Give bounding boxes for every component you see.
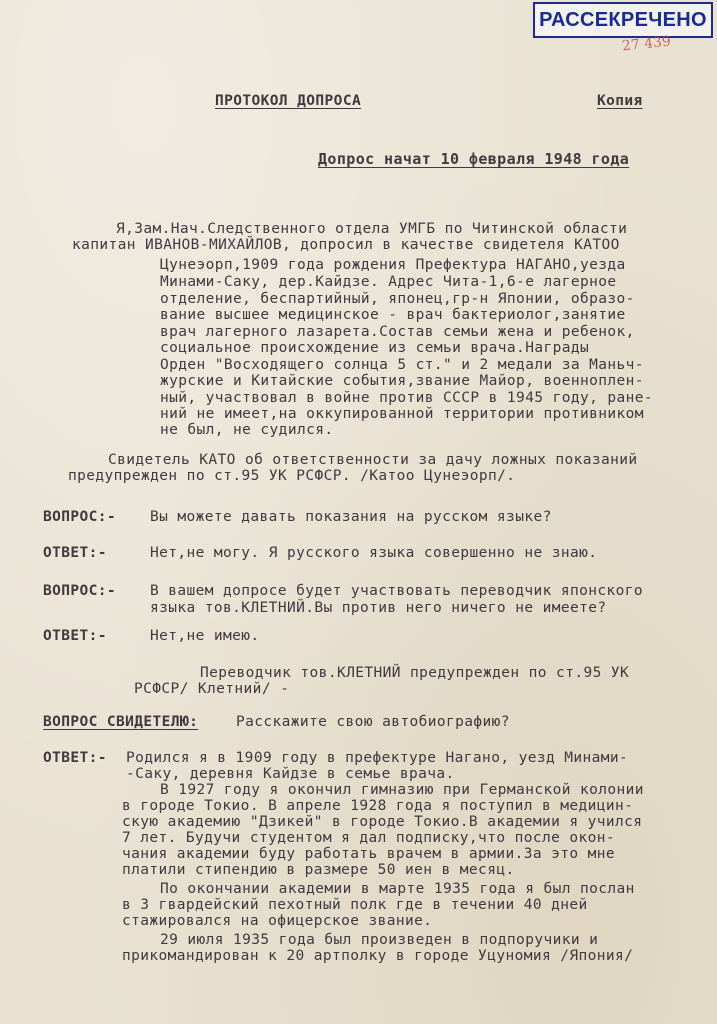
perjury-warning-line: Свидетель КАТО об ответственности за дачу ложных показаний — [108, 452, 638, 468]
answer-text: Нет,не имею. — [150, 628, 260, 644]
intro-line: ный, участвовал в войне против СССР в 1945 году, ране- — [160, 390, 654, 406]
question-label: ВОПРОС:- — [43, 583, 117, 599]
autobiography-line: в городе Токио. В апреле 1928 года я поступил в медицин- — [122, 798, 634, 814]
answer-label: ОТВЕТ:- — [43, 545, 107, 561]
autobiography-line: 7 лет. Будучи студентом я дал подписку,что после окон- — [122, 830, 616, 846]
intro-line: Орден "Восходящего солнца 5 ст." и 2 медали за Маньч- — [160, 357, 644, 373]
question-label: ВОПРОС СВИДЕТЕЛЮ: — [43, 714, 199, 730]
intro-line: ний не имеет,на оккупированной территории противником — [160, 406, 644, 422]
autobiography-line: В 1927 году я окончил гимназию при Германской колонии — [160, 782, 644, 798]
autobiography-line: По окончании академии в марте 1935 года я был послан — [160, 881, 635, 897]
interpreter-warning-line: РСФСР/ Клетний/ - — [134, 681, 290, 697]
intro-line: Минами-Саку, дер.Кайдзе. Адрес Чита-1,6-е лагерное — [160, 274, 617, 290]
question-text: Вы можете давать показания на русском языке? — [150, 509, 552, 525]
question-text: Расскажите свою автобиографию? — [236, 714, 510, 730]
intro-line: не был, не судился. — [160, 422, 334, 438]
answer-label: ОТВЕТ:- — [43, 750, 107, 766]
autobiography-line: 29 июля 1935 года был произведен в подпоручики и — [160, 932, 599, 948]
autobiography-line: Родился я в 1909 году в префектуре Нагано, уезд Минами- — [126, 750, 629, 766]
answer-text: Нет,не могу. Я русского языка совершенно не знаю. — [150, 545, 598, 561]
intro-line: вание высшее медицинское - врач бактериолог,занятие — [160, 307, 626, 323]
autobiography-line: платили стипендию в размере 50 иен в месяц. — [122, 862, 515, 878]
answer-label: ОТВЕТ:- — [43, 628, 107, 644]
question-text: языка тов.КЛЕТНИЙ.Вы против него ничего не имеете? — [150, 600, 607, 616]
intro-line: врач лагерного лазарета.Состав семьи жена и ребенок, — [160, 324, 635, 340]
intro-line: капитан ИВАНОВ-МИХАЙЛОВ, допросил в качестве свидетеля КАТОО — [72, 237, 620, 253]
autobiography-line: прикомандирован к 20 артполку в городе Уцуномия /Япония/ — [122, 948, 634, 964]
interrogation-date-line: Допрос начат 10 февраля 1948 года — [318, 150, 630, 168]
intro-line: отделение, беспартийный, японец,гр-н Японии, образо- — [160, 291, 635, 307]
document-title: ПРОТОКОЛ ДОПРОСА — [215, 93, 362, 109]
intro-line: Я,Зам.Нач.Следственного отдела УМГБ по Читинской области — [116, 221, 628, 237]
autobiography-line: скую академию "Дзикей" в городе Токио.В академии я учился — [122, 814, 643, 830]
declassified-stamp: РАССЕКРЕЧЕНО — [533, 2, 713, 38]
autobiography-line: стажировался на офицерское звание. — [122, 913, 433, 929]
intro-line: социальное происхождение из семьи врача.Награды — [160, 340, 590, 356]
autobiography-line: в 3 гвардейский пехотный полк где в течении 40 дней — [122, 897, 588, 913]
autobiography-line: -Саку, деревня Кайдзе в семье врача. — [126, 766, 455, 782]
question-text: В вашем допросе будет участвовать переводчик японского — [150, 583, 644, 599]
autobiography-line: чания академии буду работать врачем в армии.За это мне — [122, 846, 616, 862]
question-label: ВОПРОС:- — [43, 509, 117, 525]
handwritten-archive-number: 27 439 — [621, 33, 672, 55]
interpreter-warning-line: Переводчик тов.КЛЕТНИЙ предупрежден по ст.95 УК — [200, 665, 630, 681]
intro-line: Цунеэорп,1909 года рождения Префектура НАГАНО,уезда — [160, 257, 626, 273]
intro-line: журские и Китайские события,звание Майор, военноплен- — [160, 373, 644, 389]
perjury-warning-line: предупрежден по ст.95 УК РСФСР. /Катоо Цунеэорп/. — [68, 468, 516, 484]
copy-label: Копия — [597, 93, 643, 109]
